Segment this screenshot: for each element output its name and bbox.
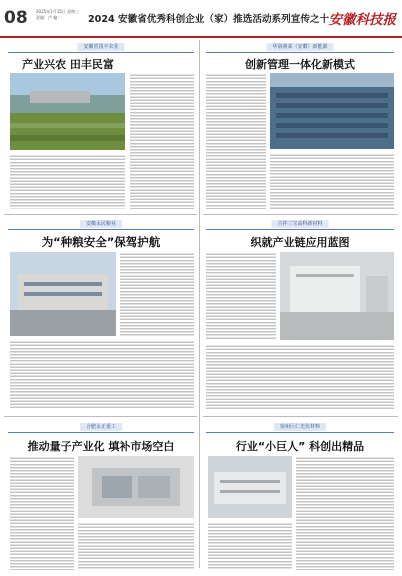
body-text (206, 252, 276, 340)
page-headline: 2024 安徽省优秀科创企业（家）推选活动系列宣传之十 (88, 14, 330, 25)
workshop-photo (208, 456, 292, 518)
body-text (10, 340, 194, 410)
solar-farm-photo (270, 73, 394, 149)
newspaper-logo: 安徽科技报 (328, 12, 396, 28)
issue-meta (36, 9, 79, 21)
farm-photo (10, 73, 125, 150)
section-tag-label: 宿州巨仁光伏材料 (274, 423, 326, 431)
article-title: 行业“小巨人” 科创出精品 (235, 440, 365, 453)
section-divider (203, 214, 398, 215)
page-number: 08 (4, 8, 28, 28)
factory-photo (280, 252, 394, 340)
equipment-photo (78, 456, 194, 518)
section-tag (8, 423, 194, 433)
grain-facility-photo (10, 252, 116, 336)
article-title: 推动量子产业化 填补市场空白 (27, 440, 175, 453)
section-divider (203, 416, 398, 417)
body-text (120, 252, 194, 336)
article-title: 为“种粮安全”保驾护航 (41, 235, 161, 249)
section-tag-label: 华润洲来（安徽）新能源 (266, 43, 333, 51)
body-text (206, 73, 266, 209)
article-title: 织就产业链应用蓝图 (250, 236, 350, 249)
body-text (208, 522, 292, 570)
body-text (78, 522, 194, 570)
section-tag-label: 安徽永民粮业 (80, 220, 122, 228)
body-text (270, 153, 394, 209)
section-tag-label: 吉祥三宝高科新材料 (271, 220, 328, 228)
section-tag (206, 220, 394, 230)
section-divider (4, 416, 197, 417)
date-line: 2025年1月15日 星期三 (36, 9, 80, 14)
body-text (206, 344, 394, 410)
body-text (10, 456, 74, 570)
section-tag-label: 合肥永正重工 (80, 423, 122, 431)
article-title: 产业兴农 田丰民富 (22, 58, 114, 71)
article-title: 创新管理一体化新模式 (245, 58, 355, 71)
body-text (130, 73, 194, 209)
editor-line: 责编：卢 编： (36, 15, 62, 20)
section-tag (8, 43, 194, 53)
column-divider (199, 40, 200, 568)
section-tag (8, 220, 194, 230)
section-tag (206, 43, 394, 53)
section-divider (4, 214, 197, 215)
page-header (0, 0, 402, 38)
body-text (10, 154, 125, 209)
section-tag (206, 423, 394, 433)
section-tag-label: 安徽省国丰农业 (77, 43, 124, 51)
body-text (296, 456, 394, 570)
